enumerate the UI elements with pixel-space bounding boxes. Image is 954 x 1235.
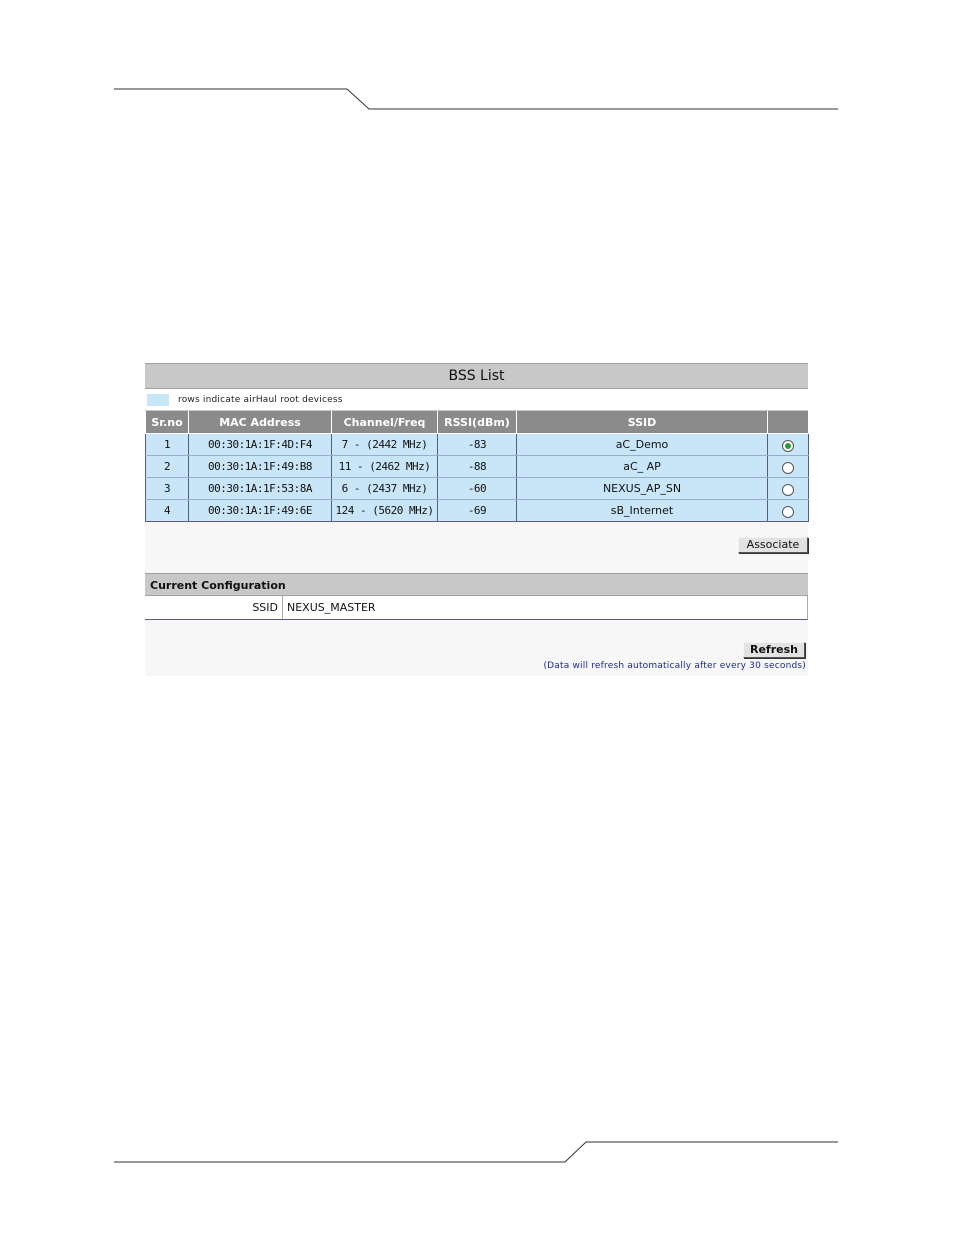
- cell-select: [768, 434, 809, 456]
- current-ssid-value: NEXUS_MASTER: [287, 601, 376, 614]
- col-header-mac: MAC Address: [189, 411, 332, 434]
- col-header-ssid: SSID: [517, 411, 768, 434]
- cell-select: [768, 478, 809, 500]
- cell-ssid: sB_Internet: [517, 500, 768, 522]
- bss-list-title: BSS List: [145, 363, 808, 389]
- col-header-srno: Sr.no: [146, 411, 189, 434]
- current-ssid-label: SSID: [145, 596, 283, 619]
- cell-srno: 1: [146, 434, 189, 456]
- cell-mac: 00:30:1A:1F:4D:F4: [189, 434, 332, 456]
- cell-channel: 124 - (5620 MHz): [332, 500, 438, 522]
- current-ssid-row: [145, 596, 808, 620]
- select-radio[interactable]: [782, 506, 794, 518]
- cell-mac: 00:30:1A:1F:53:8A: [189, 478, 332, 500]
- col-header-rssi: RSSI(dBm): [438, 411, 517, 434]
- select-radio[interactable]: [782, 484, 794, 496]
- refresh-button[interactable]: Refresh: [743, 642, 805, 658]
- legend-text: rows indicate airHaul root devicess: [178, 394, 343, 405]
- cell-srno: 2: [146, 456, 189, 478]
- select-radio[interactable]: [782, 462, 794, 474]
- select-radio[interactable]: [782, 440, 794, 452]
- cell-rssi: -83: [438, 434, 517, 456]
- cell-ssid: NEXUS_AP_SN: [517, 478, 768, 500]
- table-row: [146, 500, 809, 522]
- refresh-note: (Data will refresh automatically after every 30 seconds): [543, 661, 806, 671]
- table-row: [146, 456, 809, 478]
- legend-swatch: [147, 394, 169, 406]
- bss-table: [145, 411, 809, 522]
- cell-select: [768, 500, 809, 522]
- cell-mac: 00:30:1A:1F:49:B8: [189, 456, 332, 478]
- associate-button[interactable]: Associate: [738, 537, 808, 553]
- bss-list-screen: [145, 363, 808, 676]
- cell-channel: 11 - (2462 MHz): [332, 456, 438, 478]
- cell-select: [768, 456, 809, 478]
- cell-mac: 00:30:1A:1F:49:6E: [189, 500, 332, 522]
- cell-channel: 7 - (2442 MHz): [332, 434, 438, 456]
- cell-ssid: aC_Demo: [517, 434, 768, 456]
- cell-srno: 3: [146, 478, 189, 500]
- col-header-channel: Channel/Freq: [332, 411, 438, 434]
- cell-rssi: -60: [438, 478, 517, 500]
- legend: [145, 389, 808, 411]
- cell-channel: 6 - (2437 MHz): [332, 478, 438, 500]
- cell-srno: 4: [146, 500, 189, 522]
- cell-ssid: aC_ AP: [517, 456, 768, 478]
- cell-rssi: -69: [438, 500, 517, 522]
- cell-rssi: -88: [438, 456, 517, 478]
- current-configuration-title: Current Configuration: [145, 573, 808, 596]
- table-row: [146, 434, 809, 456]
- col-header-select: [768, 411, 809, 434]
- table-header-row: [146, 411, 809, 434]
- table-row: [146, 478, 809, 500]
